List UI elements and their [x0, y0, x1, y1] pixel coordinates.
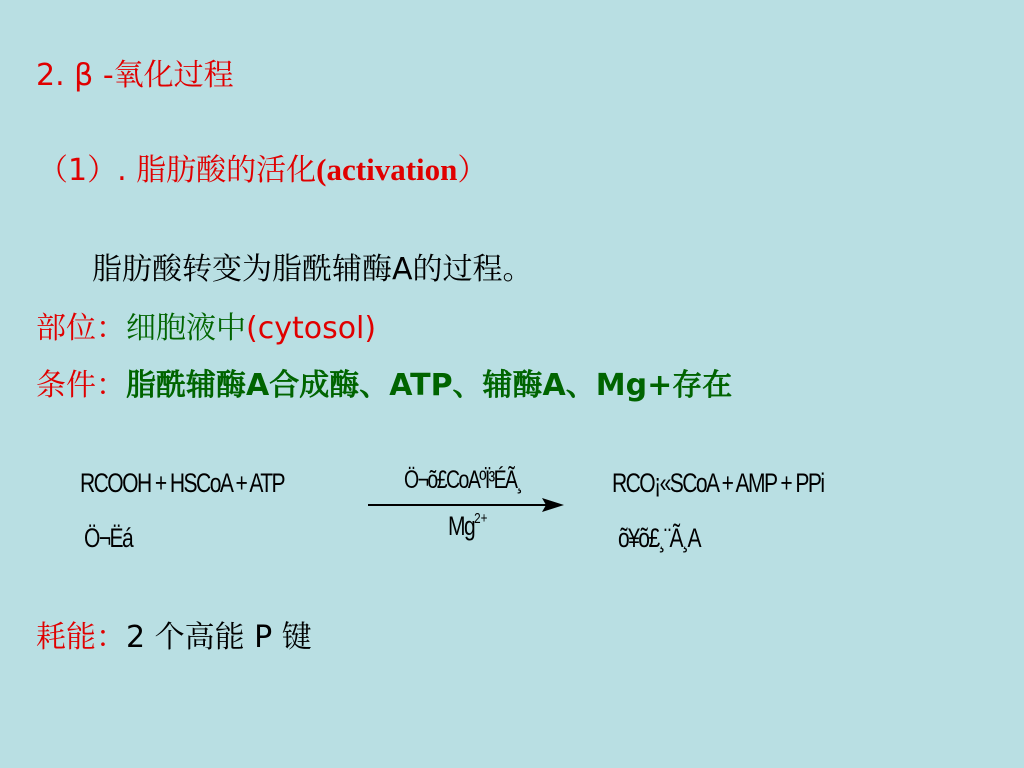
- location-line: [36, 303, 376, 347]
- subsection-heading: [38, 145, 487, 189]
- subsection-heading-latin: (activation: [316, 152, 458, 187]
- intro-text: 脂肪酸转变为脂酰辅酶A的过程。: [92, 252, 533, 287]
- energy-line: [36, 612, 312, 656]
- reaction-products: RCO¡«SCoA + AMP + PPi: [612, 468, 824, 498]
- conditions-key: 条件：: [36, 368, 126, 403]
- subsection-heading-prefix: （1）. 脂肪酸的活化: [38, 153, 317, 188]
- energy-key: 耗能：: [36, 620, 126, 655]
- reaction-cofactor-charge: 2+: [474, 510, 488, 527]
- reaction-cofactor-symbol: Mg: [448, 511, 475, 541]
- reaction-enzyme-label: Ö¬õ£CoAºÏ³ÉÃ¸: [404, 466, 522, 494]
- location-key: 部位：: [36, 311, 126, 346]
- reaction-products-label: õ¥õ£¸¨Ã¸A: [618, 523, 700, 553]
- location-latin: (cytosol): [246, 311, 377, 346]
- location-value: 细胞液中: [126, 311, 246, 346]
- energy-value: 2 个高能 P 键: [126, 620, 312, 655]
- conditions-line: [36, 360, 732, 404]
- section-title: 2. β -氧化过程: [36, 58, 234, 93]
- reaction-cofactor: [448, 510, 487, 542]
- subsection-heading-suffix: ）: [457, 153, 488, 188]
- reaction-reactants: RCOOH + HSCoA + ATP: [80, 468, 285, 498]
- reaction-reactants-label: Ö¬Ëá: [84, 523, 133, 553]
- conditions-value: 脂酰辅酶A合成酶、ATP、辅酶A、Mg+存在: [126, 368, 733, 403]
